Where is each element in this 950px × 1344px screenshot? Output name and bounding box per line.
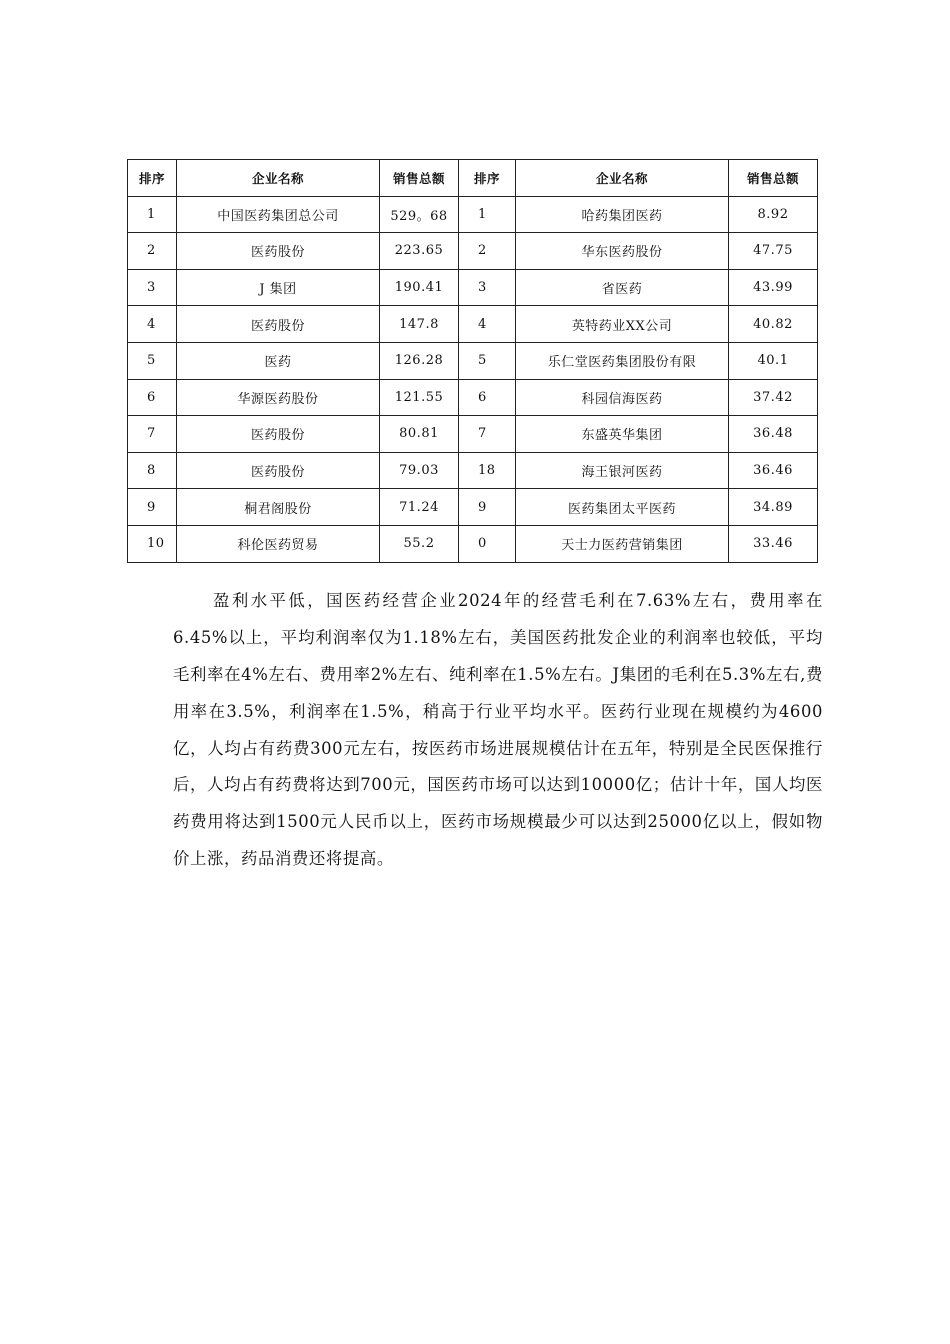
company-right: 省医药 [516,269,729,306]
sales-right: 47.75 [729,233,818,270]
sales-left: 147.8 [380,306,459,343]
sales-right: 40.1 [729,342,818,379]
sales-right: 40.82 [729,306,818,343]
sales-left: 190.41 [380,269,459,306]
sales-right: 43.99 [729,269,818,306]
rank-right: 18 [459,452,516,489]
rank-left: 4 [128,306,177,343]
company-right: 海王银河医药 [516,452,729,489]
sales-left: 529。68 [380,196,459,233]
rank-right: 1 [459,196,516,233]
table-row [128,489,818,526]
table-row [128,525,818,562]
rank-left: 8 [128,452,177,489]
rank-right: 7 [459,416,516,453]
rank-left: 5 [128,342,177,379]
sales-left: 223.65 [380,233,459,270]
sales-left: 121.55 [380,379,459,416]
table-row [128,416,818,453]
rank-left: 7 [128,416,177,453]
sales-left: 55.2 [380,525,459,562]
company-left: 科伦医药贸易 [177,525,380,562]
company-right: 东盛英华集团 [516,416,729,453]
sales-right: 36.48 [729,416,818,453]
table-row [128,233,818,270]
sales-right: 37.42 [729,379,818,416]
sales-right: 34.89 [729,489,818,526]
rank-left: 2 [128,233,177,270]
company-right: 华东医药股份 [516,233,729,270]
company-left: 桐君阁股份 [177,489,380,526]
company-left: 医药股份 [177,416,380,453]
table-row [128,269,818,306]
rank-left: 3 [128,269,177,306]
company-left: 医药股份 [177,452,380,489]
sales-left: 126.28 [380,342,459,379]
rank-left: 9 [128,489,177,526]
table-row [128,306,818,343]
table-row [128,342,818,379]
rank-right: 4 [459,306,516,343]
header-company-right: 企业名称 [516,160,729,197]
company-left: 医药股份 [177,233,380,270]
company-left: 医药股份 [177,306,380,343]
rank-right: 3 [459,269,516,306]
rank-left: 10 [128,525,177,562]
rank-right: 6 [459,379,516,416]
header-sales-right: 销售总额 [729,160,818,197]
sales-ranking-table [127,159,818,563]
header-rank-left: 排序 [128,160,177,197]
rank-right: 0 [459,525,516,562]
table-row [128,452,818,489]
sales-left: 71.24 [380,489,459,526]
company-right: 乐仁堂医药集团股份有限 [516,342,729,379]
rank-right: 5 [459,342,516,379]
company-left: 华源医药股份 [177,379,380,416]
sales-right: 33.46 [729,525,818,562]
header-company-left: 企业名称 [177,160,380,197]
header-sales-left: 销售总额 [380,160,459,197]
company-right: 英特药业XX公司 [516,306,729,343]
company-right: 哈药集团医药 [516,196,729,233]
rank-left: 6 [128,379,177,416]
company-left: 中国医药集团总公司 [177,196,380,233]
rank-right: 2 [459,233,516,270]
header-rank-right: 排序 [459,160,516,197]
table-row [128,379,818,416]
sales-left: 80.81 [380,416,459,453]
company-left: J 集团 [177,269,380,306]
body-paragraph: 盈利水平低，国医药经营企业2024年的经营毛利在7.63%左右，费用率在6.45%以上，平均利润率仅为1.18%左右，美国医药批发企业的利润率也较低，平均毛利率在4%左右、费用率2%左右、纯利率在1.5%左右。J集团的毛利在5.3%左右,费用率在3.5%，利润率在1.5%，稍高于行业平均水平。医药行业现在规模约为4600亿，人均占有药费300元左右，按医药市场进展规模估计在五年，特别是全民医保推行后，人均占有药费将达到700元，国医药市场可以达到10000亿；估计十年，国人均医药费用将达到1500元人民币以上，医药市场规模最少可以达到25000亿以上，假如物价上涨，药品消费还将提高。 [173,591,823,868]
company-left: 医药 [177,342,380,379]
sales-right: 8.92 [729,196,818,233]
sales-right: 36.46 [729,452,818,489]
rank-left: 1 [128,196,177,233]
table-row [128,196,818,233]
company-right: 医药集团太平医药 [516,489,729,526]
rank-right: 9 [459,489,516,526]
sales-left: 79.03 [380,452,459,489]
table-header-row [128,160,818,197]
company-right: 天士力医药营销集团 [516,525,729,562]
company-right: 科园信海医药 [516,379,729,416]
